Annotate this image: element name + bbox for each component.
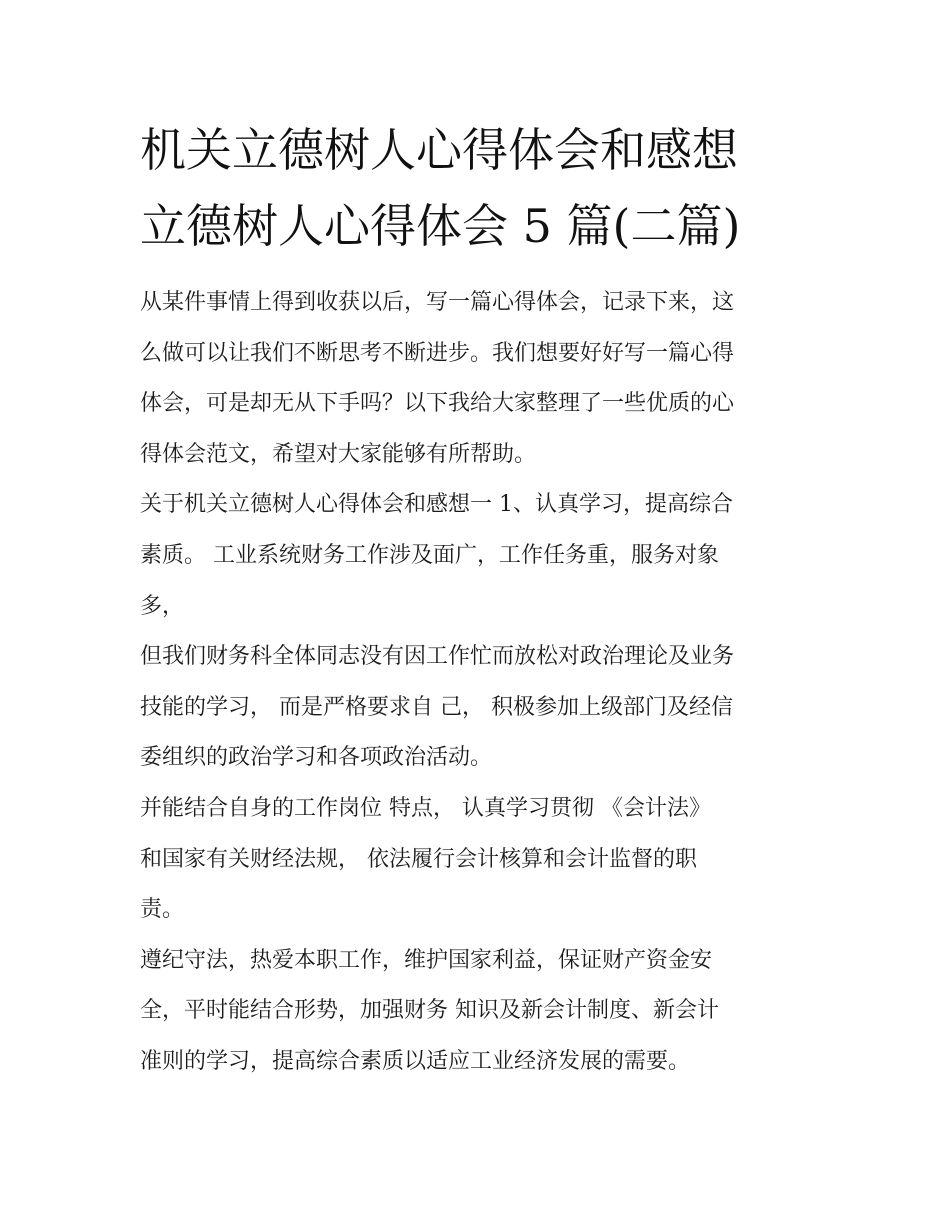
document-title (140, 112, 840, 264)
text-line: 技能的学习， 而是严格要求自 己， 积极参加上级部门及经信 (140, 694, 733, 720)
text-line: 但我们财务科全体同志没有因工作忙而放松对政治理论及业务 (140, 644, 735, 670)
paragraph (140, 784, 820, 936)
text-line: 和国家有关财经法规， 依法履行会计核算和会计监督的职 (140, 846, 697, 872)
paragraph (140, 936, 820, 1088)
paragraph (140, 480, 820, 632)
text-line: 并能结合自身的工作岗位 特点， 认真学习贯彻 《会计法》 (140, 795, 711, 821)
text-line: 体会，可是却无从下手吗？以下我给大家整理了一些优质的心 (140, 391, 735, 417)
text-line: 责。 (140, 897, 185, 923)
paragraph (140, 278, 820, 480)
text-line: 遵纪守法，热爱本职工作，维护国家利益，保证财产资金安 (140, 947, 713, 973)
text-line: 委组织的政治学习和各项政治活动。 (140, 745, 493, 771)
text-line: 素质。 工业系统财务工作涉及面广，工作任务重，服务对象 (140, 542, 719, 568)
document-body (140, 278, 820, 1088)
text-line: 关于机关立德树人心得体会和感想一 1、认真学习，提高综合 (140, 492, 733, 518)
paragraph (140, 632, 820, 784)
text-line: 得体会范文，希望对大家能够有所帮助。 (140, 441, 537, 467)
text-line: 多， (140, 593, 185, 619)
text-line: 准则的学习，提高综合素质以适应工业经济发展的需要。 (140, 1048, 691, 1074)
text-line: 全，平时能结合形势，加强财务 知识及新会计制度、新会计 (140, 998, 719, 1024)
text-line: 从某件事情上得到收获以后，写一篇心得体会，记录下来，这 (140, 290, 735, 315)
title-line: 立德树人心得体会 5 篇(二篇) (140, 199, 741, 253)
text-line: 么做可以让我们不断思考不断进步。我们想要好好写一篇心得 (140, 340, 735, 366)
title-line: 机关立德树人心得体会和感想 (140, 123, 738, 177)
